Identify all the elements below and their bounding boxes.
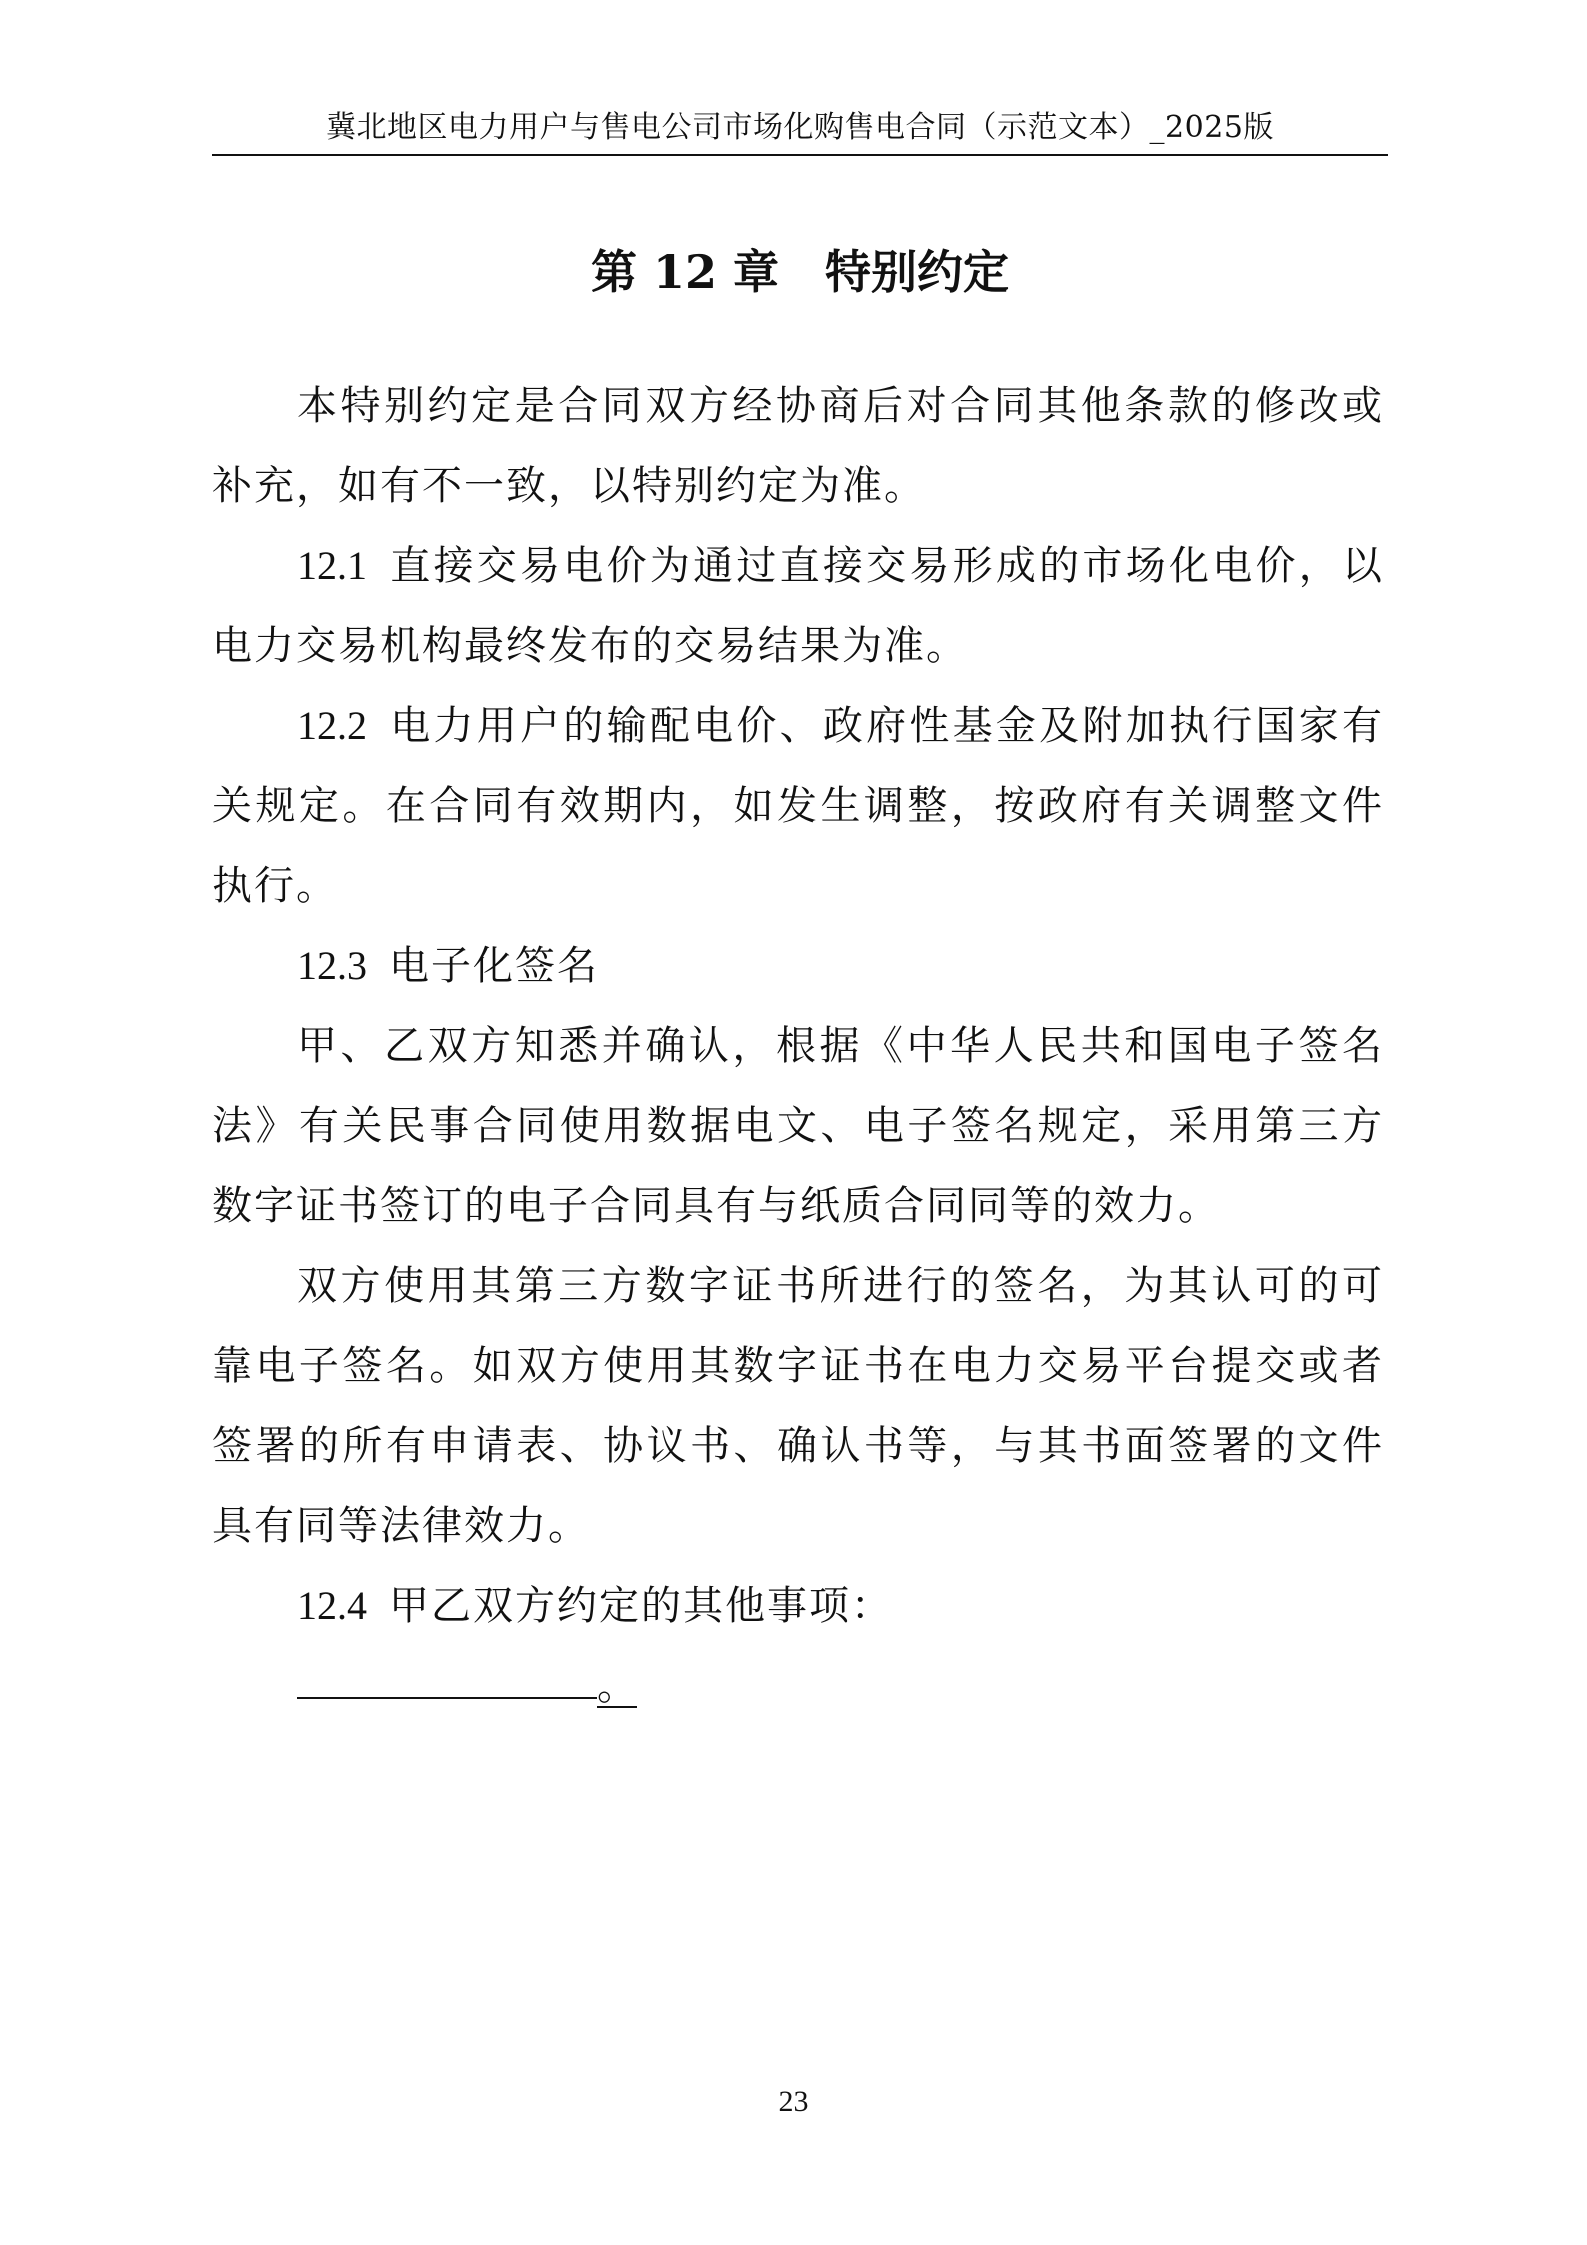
paragraph-text: 甲、乙双方知悉并确认，根据《中华人民共和国电子签名法》有关民事合同使用数据电文、电子签名规定，采用第三方数字证书签订的电子合同具有与纸质合同同等的效力。	[212, 1023, 1384, 1229]
header-rule	[212, 154, 1388, 156]
document-body	[212, 366, 1384, 1726]
digital-certificate-paragraph	[212, 1246, 1384, 1566]
clause-12-3	[212, 926, 1384, 1006]
clause-12-1	[212, 526, 1384, 686]
e-signature-validity-paragraph	[212, 1006, 1384, 1246]
paragraph-text: 本特别约定是合同双方经协商后对合同其他条款的修改或补充，如有不一致，以特别约定为准。	[212, 383, 1384, 509]
clause-12-4	[212, 1566, 1384, 1646]
paragraph-text: 双方使用其第三方数字证书所进行的签名，为其认可的可靠电子签名。如双方使用其数字证书在电力交易平台提交或者签署的所有申请表、协议书、确认书等，与其书面签署的文件具有同等法律效力。	[212, 1263, 1384, 1549]
running-header: 冀北地区电力用户与售电公司市场化购售电合同（示范文本）_2025版	[326, 110, 1274, 145]
clause-text: 电力用户的输配电价、政府性基金及附加执行国家有关规定。在合同有效期内，如发生调整，按政府有关调整文件执行。	[212, 703, 1384, 909]
page-number: 23	[778, 2085, 809, 2118]
clause-number: 12.3	[297, 943, 367, 988]
chapter-title	[212, 242, 1388, 302]
chapter-number: 第 12 章	[590, 245, 780, 299]
special-terms-intro	[212, 366, 1384, 526]
other-matters-blank-line	[212, 1646, 1384, 1726]
clause-text: 电子化签名	[389, 943, 599, 989]
clause-text: 甲乙双方约定的其他事项：	[389, 1583, 893, 1629]
clause-text: 直接交易电价为通过直接交易形成的市场化电价，以电力交易机构最终发布的交易结果为准。	[212, 543, 1384, 669]
clause-12-2	[212, 686, 1384, 926]
clause-number: 12.1	[297, 543, 367, 588]
clause-number: 12.4	[297, 1583, 367, 1628]
fill-in-blank	[297, 1657, 597, 1699]
blank-terminator: 。	[597, 1663, 637, 1709]
chapter-name: 特别约定	[825, 245, 1010, 299]
clause-number: 12.2	[297, 703, 367, 748]
